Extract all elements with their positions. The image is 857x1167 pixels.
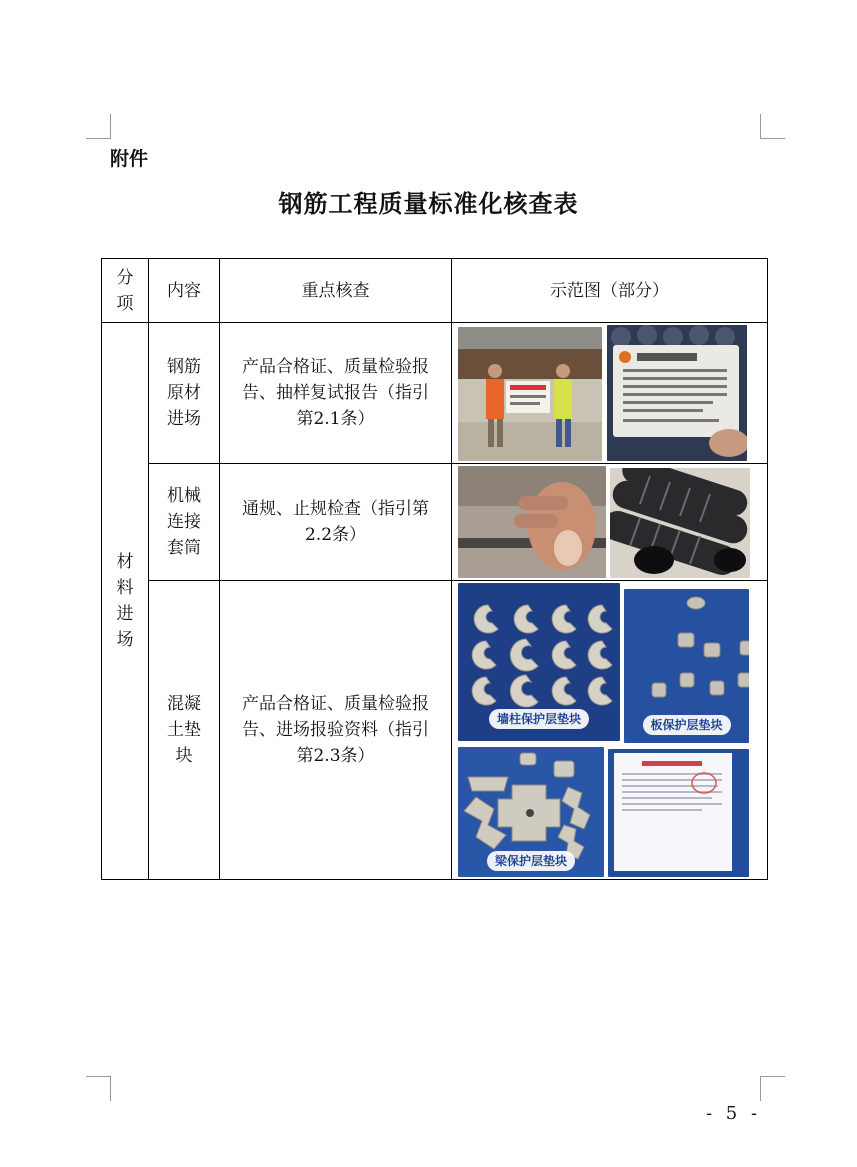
crop-mark-bottom-right	[760, 1076, 785, 1101]
slab-caption: 板保护层垫块	[642, 715, 730, 735]
wall-column-spacer-photo	[458, 583, 620, 741]
crop-mark-bottom-left	[86, 1076, 111, 1101]
content-cell: 钢筋原材进场	[149, 323, 220, 464]
example-photo-cell	[452, 323, 768, 464]
page-number: - 5 -	[706, 1103, 762, 1124]
slab-spacer-photo	[624, 589, 749, 743]
header-example: 示范图（部分）	[452, 259, 768, 323]
inspection-report-photo	[608, 749, 749, 877]
key-check-cell: 产品合格证、质量检验报告、进场报验资料（指引 第2.3条）	[220, 581, 452, 880]
crop-mark-top-left	[86, 114, 111, 139]
beam-spacer-photo	[458, 747, 604, 877]
crop-mark-top-right	[760, 114, 785, 139]
attachment-label: 附件	[110, 148, 149, 170]
table-row	[102, 581, 768, 880]
example-photo-cell	[452, 581, 768, 880]
rebar-tag-photo	[607, 325, 747, 461]
coupler-sleeves-photo	[610, 468, 750, 578]
table-row	[102, 323, 768, 464]
inspection-table	[101, 258, 768, 880]
beam-caption: 梁保护层垫块	[487, 851, 575, 871]
header-content: 内容	[149, 259, 220, 323]
rebar-delivery-photo	[458, 327, 602, 461]
content-cell: 机械连接套筒	[149, 464, 220, 581]
category-label: 材料进场	[116, 552, 134, 650]
table-header-row	[102, 259, 768, 323]
go-gauge-check-photo	[458, 466, 606, 578]
key-check-cell: 通规、止规检查（指引第 2.2条）	[220, 464, 452, 581]
header-key-check: 重点核查	[220, 259, 452, 323]
example-photo-cell	[452, 464, 768, 581]
wall-column-caption: 墙柱保护层垫块	[489, 709, 589, 729]
document-title: 钢筋工程质量标准化核查表	[278, 189, 579, 218]
key-check-cell: 产品合格证、质量检验报告、抽样复试报告（指引 第2.1条）	[220, 323, 452, 464]
table-row	[102, 464, 768, 581]
content-cell: 混凝土垫块	[149, 581, 220, 880]
header-category: 分项	[102, 259, 149, 323]
category-cell	[102, 323, 149, 880]
